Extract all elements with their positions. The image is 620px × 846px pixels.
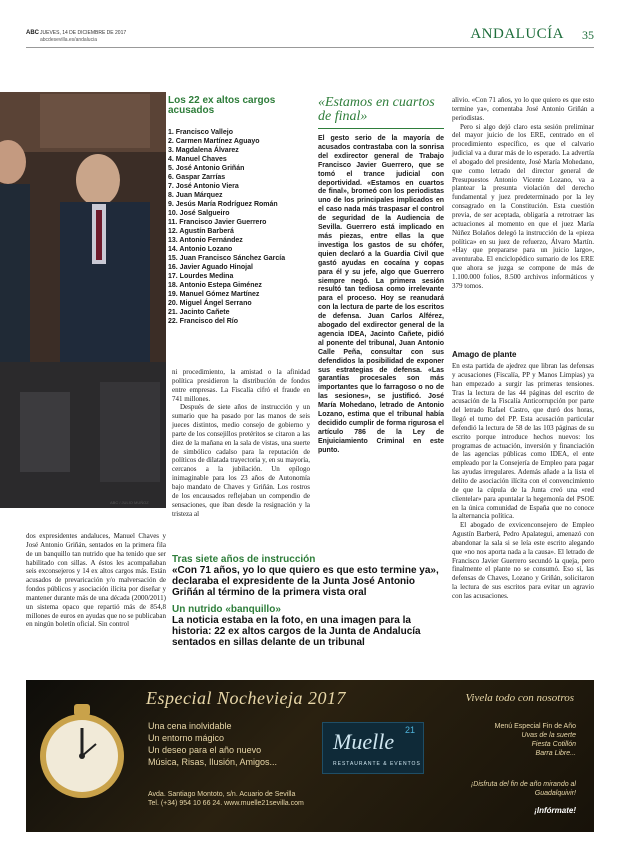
accused-list — [168, 128, 304, 326]
ad-logo-sub: RESTAURANTE & EVENTOS — [333, 761, 421, 767]
paragraph: En esta partida de ajedrez que libran las defensas y acusaciones (Fiscalía, PP y Manos Limpias) ya han empezado a surgir las primeras tensiones. Tras la lectura de las 44 páginas del escrito de acusación de la Fiscalía Anticorrupción por parte del letrado Rafael Castro, que duró dos horas, llegó el turno del PP. Esta acusación particular defendió la lectura de 58 de las 103 páginas de su escrito porque introduce hechos nuevos: los programas de actuación, inversión y financiación de las agencias públicas como IDEA, el ente empleado por la Consejería de Empleo para pagar las ayudas irregulares. Además añade a la lista el delito de asociación ilícita con el convencimiento de que la cúpula de la Junta creó una «red clientelar» para apuntalar la hegemonía del PSOE en la única comunidad de España que no conoce la alternancia política. — [452, 362, 594, 521]
courtroom-photo — [0, 92, 166, 508]
ad-address: Avda. Santiago Montoto, s/n. Acuario de Sevilla — [148, 791, 296, 798]
list-item: 13. Antonio Fernández — [168, 237, 243, 244]
paragraph: El abogado de exvicenconsejero de Empleo Agustín Barberá, Pedro Apalategui, amenazó con abandonar la sala si se leía este escrito alegando que «no nos aporta nada a la causa». El letrado de Francisco Javier Guerrero secundó la queja, pero finalmente el plante no se consumó. Eso sí, las defensas de Chaves, Lozano y Griñán, solicitaron la lectura de sus escritos para evitar un agravio con las acusaciones. — [452, 521, 594, 600]
advertisement[interactable] — [26, 680, 594, 832]
quote-title: «Estamos en cuartos de final» — [318, 96, 444, 129]
list-item: 12. Agustín Barberá — [168, 228, 234, 235]
list-item: 21. Jacinto Cañete — [168, 309, 230, 316]
list-item: 15. Juan Francisco Sánchez García — [168, 255, 286, 262]
highlight-text-2: La noticia estaba en la foto, en una imagen para la historia: 22 ex altos cargos de la Junta de Andalucía sentados en sillas delante de un tribunal — [172, 615, 421, 648]
list-item: 19. Manuel Gómez Martínez — [168, 291, 260, 298]
highlight-heading-2: Un nutrido «banquillo» — [172, 604, 281, 615]
ad-logo-num: 21 — [404, 725, 415, 735]
ad-lines — [148, 720, 277, 768]
ad-phone[interactable]: Tel. (+34) 954 10 66 24. www.muelle21sevilla.com — [148, 800, 304, 807]
ad-line: Un deseo para el año nuevo — [148, 745, 262, 755]
section-title: ANDALUCÍA — [470, 26, 564, 42]
header-url[interactable]: abcdesevilla.es/andalucia — [40, 37, 97, 43]
ad-menu-item: Barra Libre... — [535, 750, 576, 757]
list-item: 2. Carmen Martínez Aguayo — [168, 138, 260, 145]
photo-credit: ABC / JULIO MUÑOZ — [110, 500, 149, 505]
article-column-2 — [172, 368, 310, 518]
ad-line: Un entorno mágico — [148, 733, 225, 743]
ad-title: Especial Nochevieja 2017 — [146, 688, 346, 708]
page-header — [26, 26, 594, 48]
ad-menu-item: Uvas de la suerte — [521, 732, 576, 739]
list-item: 20. Miguel Ángel Serrano — [168, 300, 252, 307]
paragraph: alivio. «Con 71 años, yo lo que quiero es que esto termine ya», comentaba José Antonio Griñán a periodistas. — [452, 96, 594, 122]
ad-logo — [322, 722, 424, 774]
paragraph: Después de siete años de instrucción y un sumario que ha pasado por las manos de seis jueces distintos, medio consejo de gobierno y parte de los consejillos pretéritos se citaron a las diez de la mañana en la sala de vistas, una suerte de simbólico cadalso para la reputación de políticos de dilatada trayectoria y, en su mayoría, cercanos a la jubilación. Un epílogo inimaginable para los 23 años de Autonomía bajo mandato de Chaves y Griñán. Los rostros de los encausados reflejaban un compendio de sensaciones, que iban desde la resignación y la tristeza al — [172, 403, 310, 518]
list-item: 9. Jesús María Rodríguez Román — [168, 201, 278, 208]
accused-list-title: Los 22 ex altos cargos acusados — [168, 95, 276, 116]
list-item: 22. Francisco del Río — [168, 318, 239, 325]
ad-contact — [148, 790, 304, 808]
subheading: Amago de plante — [452, 350, 517, 359]
article-column-1: dos expresidentes andaluces, Manuel Chaves y José Antonio Griñán, sentados en la primera fila de un banquillo tan nutrido que ha tenido que ser habilitado con sillas. A éstos les acompañaban seis exconsejeros y 14 ex altos cargos más. Están acusados de prevaricación y/o malversación de fondos públicos y asociación ilícita por diseñar y mantener durante más de una década (2000/2011) un sistema opaco que repartió más de 854,8 millones de euros en ayudas que no se publicaban en ningún boletín oficial. Sin control — [26, 532, 166, 629]
ad-logo-name: Muelle — [333, 729, 395, 754]
list-item: 6. Gaspar Zarrías — [168, 174, 226, 181]
accused-list-box — [168, 96, 304, 352]
paragraph: Pero si algo dejó claro esta sesión preliminar del mayor juicio de los ERE, centrado en el procedimiento específico, es que el calvario judicial va a durar más de lo esperado. La advertía el abogado del presidente, José María Mohedano, que como letrado del director general de Presupuestos Antonio Vicente Lozano, va a plantear la presunta violación del derecho fundamental y juez predeterminado por la ley consagrado en la Constitución. Esta cuestión previa, de ser aceptada, obligaría a retrotraer las actuaciones al momento en que el juez María Núñez Bolaños delegó la instrucción de la «pieza política» en su juez de refuerzo, Álvaro Martín. «Hay que prepararse para un juicio largo», aventuraba. El enciclopédico sumario de los ERE que ahora se juzga se compone de más de 1.100.000 folios, 8.500 archivos informáticos y 379 tomos. — [452, 122, 594, 290]
list-item: 10. José Salgueiro — [168, 210, 230, 217]
list-item: 8. Juan Márquez — [168, 192, 223, 199]
highlight-text-1: «Con 71 años, yo lo que quiero es que esto termine ya», declaraba el expresidente de la Junta José Antonio Griñán al término de la primera vista oral — [172, 565, 439, 598]
list-item: 4. Manuel Chaves — [168, 156, 227, 163]
article-column-4b — [452, 348, 594, 601]
list-item: 3. Magdalena Álvarez — [168, 147, 239, 154]
news-photo — [0, 92, 166, 508]
paragraph: ni procedimiento, la amistad o la afinidad política presidieron la distribución de fondos entre empresas. La Fiscalía cifró el fraude en 741 millones. — [172, 368, 310, 403]
ad-menu-item: Fiesta Cotillón — [531, 741, 576, 748]
quote-body: El gesto serio de la mayoría de acusados contrastaba con la sonrisa del exdirector general de Trabajo Francisco Javier Guerrero, que se tomó el trance judicial con deportividad. «Estamos en cuartos de final», bromeó con los periodistas uno de los principales implicados en el caso nada más traspasar el control de seguridad de la Audiencia de Sevilla. Guerrero está implicado en más piezas, entre ellas la que investiga los gastos de su chófer, quien declaró a la Guardia Civil que gastó ayudas en cocaína y copas para él y su jefe, algo que Guerrero siempre negó. La primera sesión resultó tan tediosa como irrelevante para el proceso. Hoy se reanudará con la lectura de parte de los escritos de defensa. Juan Carlos Alférez, abogado del exdirector general de la agencia IDEA, Jacinto Cañete, pidió al ponente del tribunal, Juan Antonio Calle Peña, consultar con sus defendidos la posibilidad de exponer sus estrategias de defensa. «Las garantías procesales son más importantes que lo farragoso o no de las sesiones», se justificó. José María Mohedano, letrado de Antonio Lozano, estima que el tribunal había decidido cumplir de forma rigurosa el artículo 786 de la Ley de Enjuiciamiento Criminal en este punto. — [318, 135, 444, 454]
list-item: 17. Lourdes Medina — [168, 273, 234, 280]
ad-right-title: Vivela todo con nosotros — [465, 692, 574, 704]
ad-line: Música, Risas, Ilusión, Amigos... — [148, 757, 278, 767]
list-item: 5. José Antonio Griñán — [168, 165, 245, 172]
list-item: 16. Javier Aguado Hinojal — [168, 264, 253, 271]
quote-box — [318, 96, 444, 544]
clock-icon — [34, 698, 130, 808]
highlights — [172, 554, 442, 654]
header-logo: ABC — [26, 30, 39, 36]
highlight-heading-1: Tras siete años de instrucción — [172, 554, 316, 565]
page-number: 35 — [582, 28, 594, 42]
list-item: 18. Antonio Estepa Giménez — [168, 282, 262, 289]
list-item: 14. Antonio Lozano — [168, 246, 233, 253]
ad-menu-item: Menú Especial Fin de Año — [494, 723, 576, 730]
ad-line: Una cena inolvidable — [148, 721, 232, 731]
list-item: 7. José Antonio Viera — [168, 183, 239, 190]
ad-menu — [446, 722, 576, 758]
list-item: 11. Francisco Javier Guerrero — [168, 219, 267, 226]
list-item: 1. Francisco Vallejo — [168, 129, 233, 136]
article-column-4 — [452, 96, 594, 291]
ad-info-link[interactable]: ¡Infórmate! — [534, 806, 576, 815]
header-date: JUEVES, 14 DE DICIEMBRE DE 2017 — [40, 30, 127, 36]
ad-tagline: ¡Disfruta del fin de año mirando al Guadalquivir! — [470, 781, 576, 797]
